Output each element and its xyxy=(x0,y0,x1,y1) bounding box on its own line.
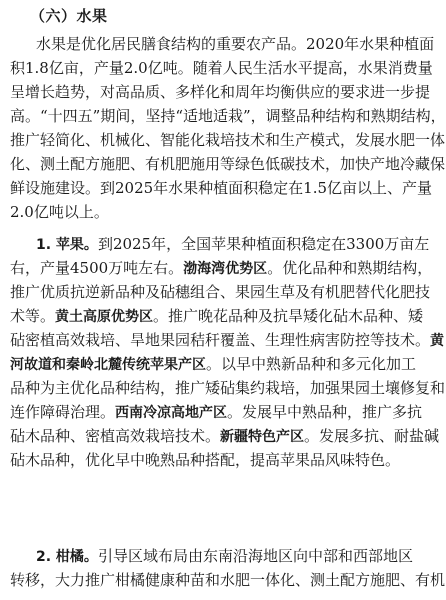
region-southwest-highland: 西南冷凉高地产区 xyxy=(115,405,228,421)
text-line: 品种为主优化品种结构，推广矮砧集约栽培，加强果园土壤修复和 xyxy=(10,379,446,397)
text-line: 推广优质抗逆新品种及砧穗组合、果园生草及有机肥替代化肥技 xyxy=(10,283,431,301)
text-line: 鲜设施建设。到2025年水果种植面积稳定在1.5亿亩以上、产量 xyxy=(10,179,433,197)
text-line: 积1.8亿亩，产量2.0亿吨。随着人民生活水平提高，水果消费量 xyxy=(10,59,433,77)
region-yellow-river-qinling: 河故道和秦岭北麓传统苹果产区 xyxy=(10,357,206,373)
text-line: 转移，大力推广柑橘健康种苗和水肥一体化、测土配方施肥、有机 xyxy=(10,571,446,589)
text-line: 连作障碍治理。西南冷凉高地产区。发展早中熟品种，推广多抗 xyxy=(10,403,423,421)
text-line: 砧密植高效栽培、旱地果园秸秆覆盖、生理性病害防控等技术。黄 xyxy=(10,331,445,349)
text-line: 1. 苹果。到2025年，全国苹果种植面积稳定在3300万亩左 xyxy=(36,235,430,253)
text-line: 河故道和秦岭北麓传统苹果产区。以早中熟新品种和多元化加工 xyxy=(10,355,417,373)
text-line: 水果是优化居民膳食结构的重要农产品。2020年水果种植面 xyxy=(36,35,435,53)
section-heading: （六）水果 xyxy=(30,7,108,25)
region-xinjiang: 新疆特色产区 xyxy=(220,429,305,445)
region-yellow-river-start: 黄 xyxy=(430,333,445,349)
text-line: 砧木品种、密植高效栽培技术。新疆特色产区。发展多抗、耐盐碱 xyxy=(10,427,440,445)
text-line: 2.0亿吨以上。 xyxy=(10,203,109,221)
text-line: 砧木品种，优化早中晚熟品种搭配，提高苹果品风味特色。 xyxy=(10,451,401,469)
text-line: 化、测土配方施肥、有机肥施用等绿色低碳技术，加快产地冷藏保 xyxy=(10,155,446,173)
subheading-apple: 1. 苹果。 xyxy=(36,237,98,253)
text-line: 高。“十四五”期间，坚持“适地适栽”，调整品种结构和熟期结构， xyxy=(10,107,446,125)
region-bohai-bay: 渤海湾优势区 xyxy=(183,261,268,277)
text-line: 呈增长趋势，对高品质、多样化和周年均衡供应的要求进一步提 xyxy=(10,83,431,101)
text-line: 推广轻简化、机械化、智能化栽培技术和生产模式，发展水肥一体 xyxy=(10,131,446,149)
text-line: 右，产量4500万吨左右。渤海湾优势区。优化品种和熟期结构， xyxy=(10,259,433,277)
text-line: 术等。黄土高原优势区。推广晚花品种及抗旱矮化砧木品种、矮 xyxy=(10,307,424,325)
text-line: 2. 柑橘。引导区域布局由东南沿海地区向中部和西部地区 xyxy=(36,547,413,565)
region-loess-plateau: 黄土高原优势区 xyxy=(55,309,154,325)
subheading-citrus: 2. 柑橘。 xyxy=(36,549,98,565)
